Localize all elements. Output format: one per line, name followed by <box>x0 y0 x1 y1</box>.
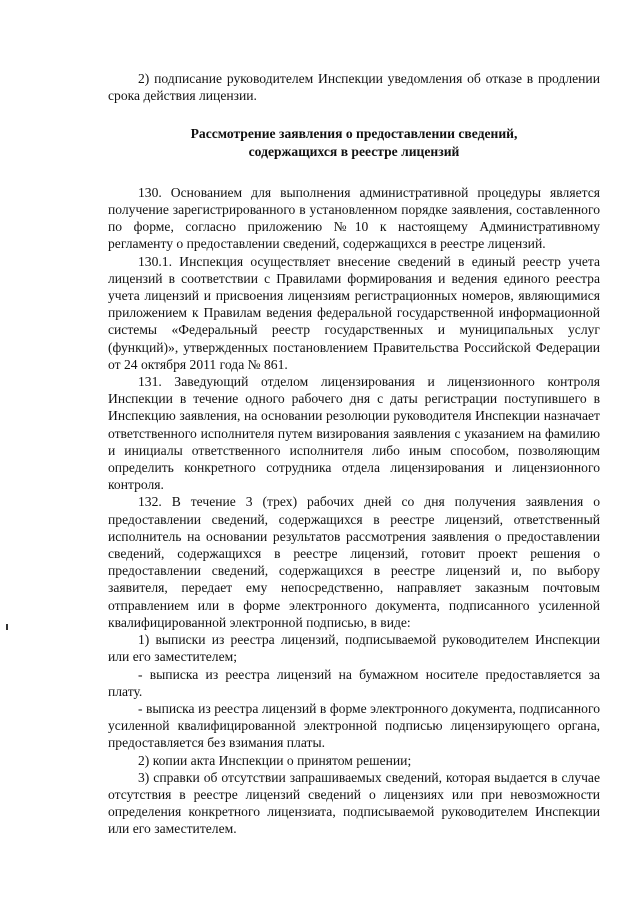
item-1-extract: 1) выписки из реестра лицензий, подписываемой руководителем Инспекции или его заместителем; <box>108 632 600 665</box>
paragraph-130: 130. Основанием для выполнения административной процедуры является получение зарегистрированного в установленном порядке заявления, составленного по форме, согласно приложению №10 к настоящему Административному регламенту о предоставлении сведений, содержащихся в реестре лицензий. <box>108 184 600 252</box>
section-heading-line-1: Рассмотрение заявления о предоставлении сведений, <box>190 126 518 142</box>
section-heading-line-2: содержащихся в реестре лицензий <box>248 143 460 159</box>
intro-paragraph: 2) подписание руководителем Инспекции уведомления об отказе в продлении срока действия лицензии. <box>108 71 600 104</box>
paragraph-130-1: 130.1. Инспекция осуществляет внесение сведений в единый реестр учета лицензий в соответствии с Правилами формирования и ведения единого реестра учета лицензий и присвоения лицензиям регистрационных номеров, являющимися приложением к Правилам ведения федеральной государственной информационной системы «Федеральный реестр государственных и муниципальных услуг (функций)», утвержденных постановлением Правительства Российской Федерации от 24 октября 2011 года № 861. <box>108 253 600 372</box>
document-page <box>108 70 600 838</box>
paragraph-132: 132. В течение 3 (трех) рабочих дней со дня получения заявления о предоставлении сведений, содержащихся в реестре лицензий, ответственный исполнитель на основании результатов рассмотрения заявления о предоставлении сведений, содержащихся в реестре лицензий, готовит проект решения о предоставлении сведений, содержащихся в реестре лицензий и, по выбору заявителя, передает ему непосредственно, направляет заказным почтовым отправлением или в форме электронного документа, подписанного усиленной квалифицированной электронной подписью, в виде: <box>108 494 600 630</box>
item-3-certificate: 3) справки об отсутствии запрашиваемых сведений, которая выдается в случае отсутствия в реестре лицензий сведений о лицензиях или при невозможности определения конкретного лицензиата, подписываемой руководителем Инспекции или его заместителем. <box>108 769 600 837</box>
paragraph-131: 131. Заведующий отделом лицензирования и лицензионного контроля Инспекции в течение одного рабочего дня с даты регистрации поступившего в Инспекцию заявления, на основании резолюции руководителя Инспекции назначает ответственного исполнителя путем визирования заявления с указанием на фамилию и инициалы ответственного исполнителя либо иным способом, позволяющим определить конкретного сотрудника отдела лицензирования и лицензионного контроля. <box>108 374 600 493</box>
item-paper-extract: - выписка из реестра лицензий на бумажном носителе предоставляется за плату. <box>108 666 600 699</box>
section-heading <box>108 125 600 159</box>
item-2-act-copy: 2) копии акта Инспекции о принятом решении; <box>138 752 412 768</box>
margin-mark <box>6 624 8 630</box>
item-electronic-extract: - выписка из реестра лицензий в форме электронного документа, подписанного усиленной квалифицированной электронной подписью лицензирующего органа, предоставляется без взимания платы. <box>108 700 600 751</box>
